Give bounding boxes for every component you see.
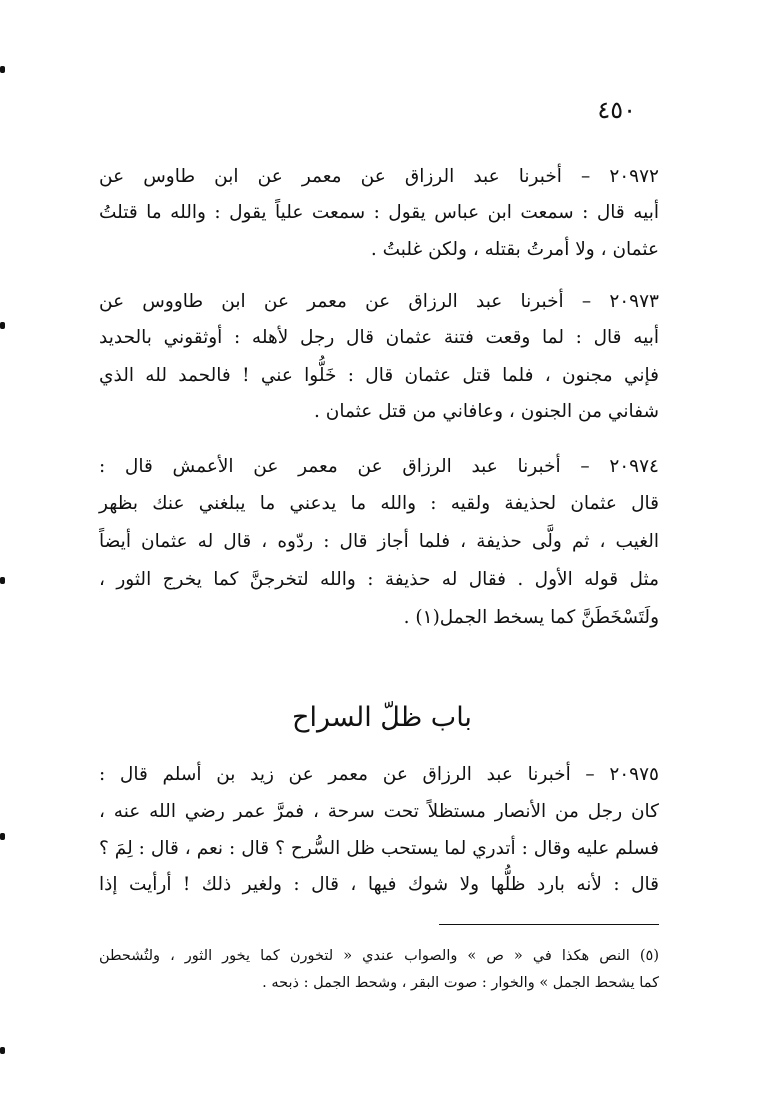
margin-mark	[0, 833, 5, 840]
margin-mark	[0, 577, 5, 584]
footnote-line: (٥) النص هكذا في « ص » والصواب عندي « لتخورن كما يخور الثور ، ولتُشحطن	[99, 948, 659, 964]
text-line: الغيب ، ثم ولَّى حذيفة ، فلما أجاز قال : ردّوه ، قال له عثمان أيضاً	[99, 531, 659, 552]
text-line: ٢٠٩٧٥ – أخبرنا عبد الرزاق عن معمر عن زيد بن أسلم قال :	[99, 764, 659, 785]
text-line: شفاني من الجنون ، وعافاني من قتل عثمان .	[313, 401, 659, 422]
footnote-separator	[439, 924, 659, 925]
text-line: ٢٠٩٧٣ – أخبرنا عبد الرزاق عن معمر عن ابن طاووس عن	[99, 291, 659, 312]
text-line: قال عثمان لحذيفة ولقيه : والله ما يدعني ما يبلغني عنك بظهر	[99, 493, 659, 514]
text-line: كان رجل من الأنصار مستظلاً تحت سرحة ، فمرَّ عمر رضي الله عنه ،	[99, 801, 659, 822]
footnote-line: كما يشحط الجمل » والخوار : صوت البقر ، وشحط الجمل : ذبحه .	[262, 975, 659, 991]
page-number: ٤٥٠	[597, 96, 636, 124]
text-line: فسلم عليه وقال : أتدري لما يستحب ظل السُّرح ؟ قال : نعم ، قال : لِمَ ؟	[99, 838, 659, 859]
margin-mark	[0, 66, 5, 73]
text-line: مثل قوله الأول . فقال له حذيفة : والله لتخرجنَّ كما يخرج الثور ،	[99, 569, 659, 590]
text-line: ٢٠٩٧٤ – أخبرنا عبد الرزاق عن معمر عن الأعمش قال :	[99, 456, 659, 477]
chapter-heading: باب ظلّ السراح	[292, 702, 472, 733]
text-line: فإني مجنون ، فلما قتل عثمان قال : خَلُّوا عني ! فالحمد لله الذي	[99, 365, 659, 386]
text-line: أبيه قال : سمعت ابن عباس يقول : سمعت علياً يقول : والله ما قتلتُ	[99, 202, 659, 223]
margin-mark	[0, 322, 5, 329]
text-line: أبيه قال : لما وقعت فتنة عثمان قال رجل لأهله : أوثقوني بالحديد	[99, 327, 659, 348]
text-line: ٢٠٩٧٢ – أخبرنا عبد الرزاق عن معمر عن ابن طاوس عن	[99, 166, 659, 187]
margin-mark	[0, 1047, 5, 1054]
text-line: ولَتَسْخَطَنَّ كما يسخط الجمل(١) .	[403, 607, 659, 628]
text-line: عثمان ، ولا أمرتُ بقتله ، ولكن غلبتُ .	[370, 239, 659, 260]
text-line: قال : لأنه بارد ظلُّها ولا شوك فيها ، قال : ولغير ذلك ! أرأيت إذا	[99, 874, 659, 895]
